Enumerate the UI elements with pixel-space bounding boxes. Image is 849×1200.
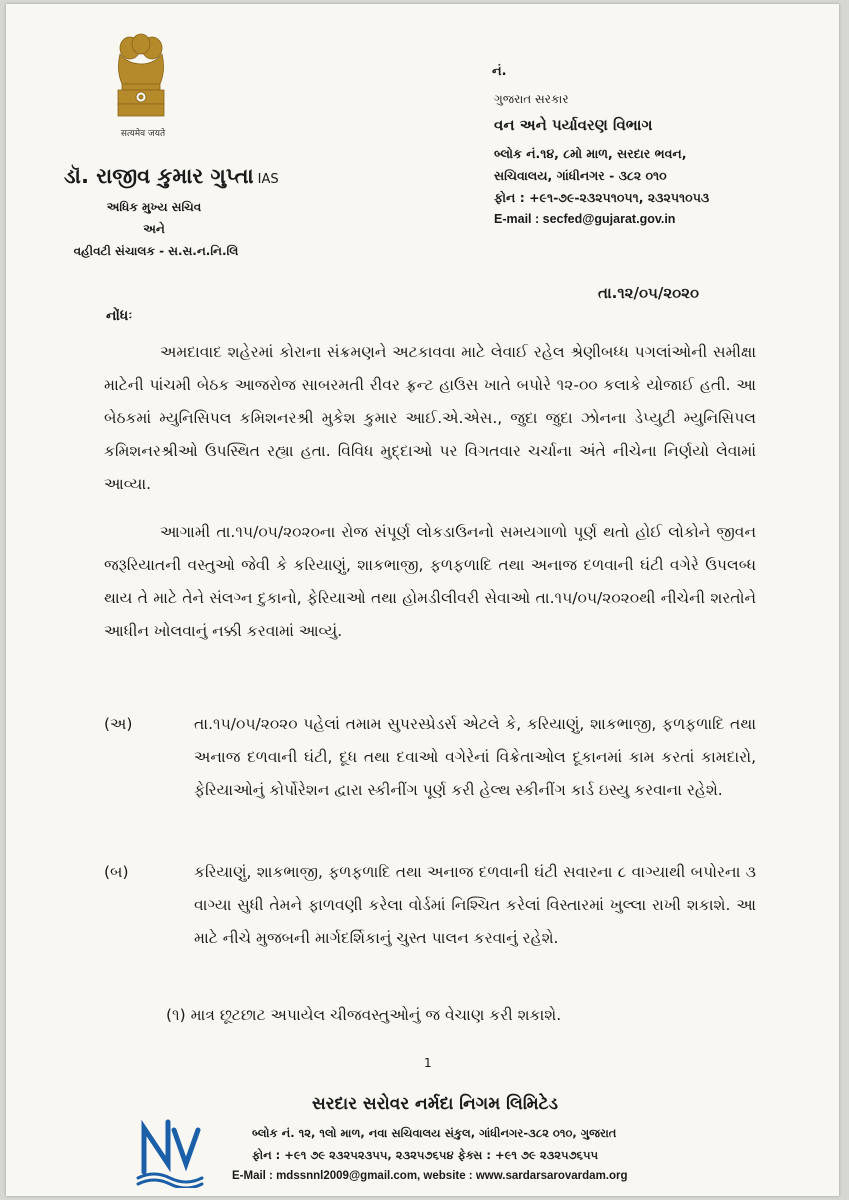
- note-label: નોંધઃ: [106, 308, 133, 324]
- sub-item-1: (૧) માત્ર છૂટછાટ અપાયેલ ચીજવસ્તુઓનું જ વેચાણ કરી શકાશે.: [166, 1006, 562, 1024]
- list-item-b-label: (બ): [104, 863, 129, 881]
- footer-address: બ્લોક નં. ૧૨, ૧લો માળ, નવા સચિવાલય સંકુલ, ગાંધીનગર-૩૮૨ ૦૧૦, ગુજરાત: [252, 1126, 617, 1140]
- paragraph-1-text: અમદાવાદ શહેરમાં કોરાના સંક્રમણને અટકાવવા માટે લેવાઈ રહેલ શ્રેણીબધ્ધ પગલાંઓની સમીક્ષા માટેની પાંચમી બેઠક આજરોજ સાબરમતી રીવર ફ્રન્ટ હાઉસ ખાતે બપોરે ૧૨-૦૦ કલાકે યોજાઈ હતી. આ બેઠકમાં મ્યુનિસિપલ કમિશનરશ્રી મુકેશ કુમાર આઈ.એ.એસ., જુદા જુદા ઝોનના ડેપ્યુટી મ્યુનિસિપલ કમિશનરશ્રીઓ ઉપસ્થિત રહ્યા હતા. વિવિધ મુદ્દાઓ પર વિગતવાર ચર્ચાના અંતે નીચેના નિર્ણયો લેવામાં આવ્યા.: [104, 343, 756, 493]
- emblem-motto: सत्यमेव जयते: [120, 129, 166, 139]
- footer-phone: ફોન : +૯૧ ૭૯ ૨૩૨૫૨૩૫૫, ૨૩૨૫૭૬૫૪ ફેક્સ : +૯૧ ૭૯ ૨૩૨૫૭૬૫૫: [252, 1148, 599, 1162]
- officer-name-text: ડૉ. રાજીવ કુમાર ગુપ્તા: [64, 164, 254, 188]
- government-name: ગુજરાત સરકાર: [494, 92, 569, 106]
- designation-2: વહીવટી સંચાલક - સ.સ.ન.નિ.લિ: [73, 244, 239, 258]
- page-number: 1: [424, 1056, 432, 1070]
- paragraph-2-text: આગામી તા.૧૫/૦૫/૨૦૨૦ના રોજ સંપૂર્ણ લોકડાઉનનો સમયગાળો પૂર્ણ થતો હોઈ લોકોને જીવન જરૂરિયાતની વસ્તુઓ જેવી કે કરિયાણું, શાકભાજી, ફળફળાદિ તથા અનાજ દળવાની ઘંટી વગેરે ઉપલબ્ધ થાય તે માટે તેને સંલગ્ન દુકાનો, ફેરિયાઓ તથા હોમડીલીવરી સેવાઓ તા.૧૫/૦૫/૨૦૨૦થી નીચેની શરતોને આધીન ખોલવાનું નક્કી કરવામાં આવ્યું.: [104, 523, 756, 640]
- officer-name: [64, 164, 279, 189]
- list-item-a-label: (અ): [104, 715, 133, 733]
- letter-date: તા.૧૨/૦૫/૨૦૨૦: [598, 284, 699, 302]
- letter-page: [6, 4, 839, 1196]
- list-item-a: [104, 708, 756, 807]
- list-item-b-text: કરિયાણું, શાકભાજી, ફળફળાદિ તથા અનાજ દળવાની ઘંટી સવારના ૮ વાગ્યાથી બપોરના ૩ વાગ્યા સુધી તેમને ફાળવણી કરેલા વોર્ડમાં નિશ્ચિત કરેલાં વિસ્તારમાં ખુલ્લા રાખી શકાશે. આ માટે નીચે મુજબની માર્ગદર્શિકાનું ચુસ્ત પાલન કરવાનું રહેશે.: [194, 863, 756, 947]
- department-phone: ફોન : +૯૧-૭૯-૨૩૨૫૧૦૫૧, ૨૩૨૫૧૦૫૩: [494, 190, 710, 205]
- paragraph-2: [104, 516, 756, 648]
- list-item-a-text: તા.૧૫/૦૫/૨૦૨૦ પહેલાં તમામ સુપરસ્પ્રેડર્સ એટલે કે, કરિયાણું, શાકભાજી, ફળફળાદિ તથા અનાજ દળવાની ઘંટી, દૂધ તથા દવાઓ વગેરેનાં વિક્રેતાઓલ દૂકાનમાં કામ કરતાં કામદારો, ફેરિયાઓનું કોર્પોરેશન દ્વારા સ્કીનીંગ પૂર્ણ કરી હેલ્થ સ્કીનીંગ કાર્ડ ઇસ્યુ કરવાના રહેશે.: [194, 715, 756, 799]
- department-address-1: બ્લોક નં.૧૪, ૮મો માળ, સરદાર ભવન,: [494, 146, 687, 161]
- department-email: E-mail : secfed@gujarat.gov.in: [494, 212, 676, 226]
- footer-email-website: E-Mail : mdssnnl2009@gmail.com, website : www.sardarsarovardam.org: [232, 1170, 628, 1182]
- reference-number: નં.: [492, 64, 507, 79]
- designation-1: અધિક મુખ્ય સચિવ: [106, 200, 202, 214]
- ssnnl-logo-icon: [134, 1108, 206, 1188]
- department-name: વન અને પર્યાવરણ વિભાગ: [494, 116, 653, 134]
- state-emblem-icon: [110, 30, 172, 134]
- department-address-2: સચિવાલય, ગાંધીનગર - ૩૮૨ ૦૧૦: [494, 168, 667, 183]
- officer-suffix: IAS: [257, 172, 279, 187]
- list-item-b: [104, 856, 756, 955]
- footer-org-name: સરદાર સરોવર નર્મદા નિગમ લિમિટેડ: [312, 1094, 558, 1114]
- designation-and: અને: [143, 222, 165, 236]
- paragraph-1: [104, 336, 756, 501]
